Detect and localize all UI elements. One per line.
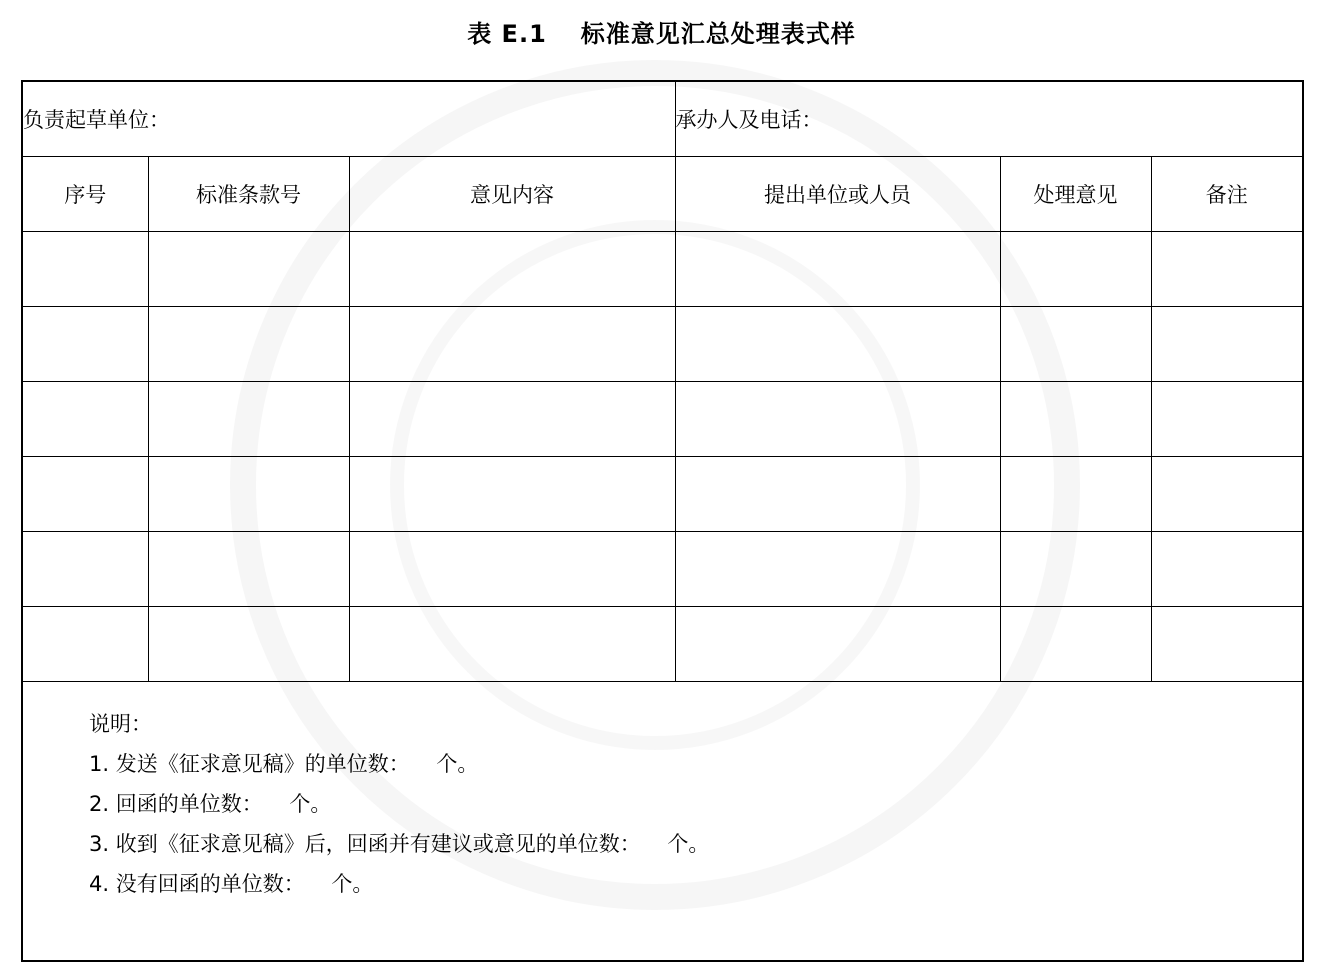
table-row [22,232,1303,307]
cell-clause[interactable] [148,232,349,307]
column-header-clause: 标准条款号 [148,157,349,232]
cell-clause[interactable] [148,307,349,382]
cell-content[interactable] [349,607,675,682]
cell-submitter[interactable] [675,307,1000,382]
column-header-handling: 处理意见 [1000,157,1151,232]
cell-handling[interactable] [1000,532,1151,607]
cell-clause[interactable] [148,457,349,532]
cell-content[interactable] [349,532,675,607]
notes-title: 说明： [89,712,152,736]
cell-clause[interactable] [148,532,349,607]
drafting-unit-field[interactable]: 负责起草单位： [22,81,675,157]
notes-row [22,682,1303,962]
table-row [22,457,1303,532]
cell-seq[interactable] [22,382,148,457]
cell-seq[interactable] [22,607,148,682]
cell-submitter[interactable] [675,232,1000,307]
cell-content[interactable] [349,457,675,532]
notes-cell [22,682,1303,962]
cell-seq[interactable] [22,307,148,382]
cell-handling[interactable] [1000,307,1151,382]
cell-remarks[interactable] [1151,307,1303,382]
cell-clause[interactable] [148,607,349,682]
cell-handling[interactable] [1000,607,1151,682]
info-row [22,81,1303,157]
cell-remarks[interactable] [1151,607,1303,682]
cell-seq[interactable] [22,457,148,532]
column-header-content: 意见内容 [349,157,675,232]
table-row [22,307,1303,382]
cell-handling[interactable] [1000,457,1151,532]
cell-submitter[interactable] [675,382,1000,457]
cell-remarks[interactable] [1151,457,1303,532]
cell-handling[interactable] [1000,232,1151,307]
table-row [22,382,1303,457]
cell-remarks[interactable] [1151,232,1303,307]
cell-content[interactable] [349,307,675,382]
table-title-text: 标准意见汇总处理表式样 [580,20,856,48]
cell-handling[interactable] [1000,382,1151,457]
note-item-1: 1. 发送《征求意见稿》的单位数： 个。 [89,752,479,776]
opinion-summary-table [21,80,1304,962]
cell-seq[interactable] [22,532,148,607]
note-item-3: 3. 收到《征求意见稿》后，回函并有建议或意见的单位数： 个。 [89,832,710,856]
cell-clause[interactable] [148,382,349,457]
contact-field[interactable]: 承办人及电话： [675,81,1303,157]
column-header-remarks: 备注 [1151,157,1303,232]
table-row [22,532,1303,607]
note-item-4: 4. 没有回函的单位数： 个。 [89,872,374,896]
note-item-2: 2. 回函的单位数： 个。 [89,792,332,816]
cell-content[interactable] [349,232,675,307]
cell-remarks[interactable] [1151,382,1303,457]
table-row [22,607,1303,682]
header-row [22,157,1303,232]
cell-remarks[interactable] [1151,532,1303,607]
cell-submitter[interactable] [675,457,1000,532]
table-title-number: 表 E.1 [467,20,547,48]
cell-submitter[interactable] [675,607,1000,682]
column-header-submitter: 提出单位或人员 [675,157,1000,232]
cell-submitter[interactable] [675,532,1000,607]
cell-content[interactable] [349,382,675,457]
table-title [0,14,1323,49]
column-header-seq: 序号 [22,157,148,232]
cell-seq[interactable] [22,232,148,307]
